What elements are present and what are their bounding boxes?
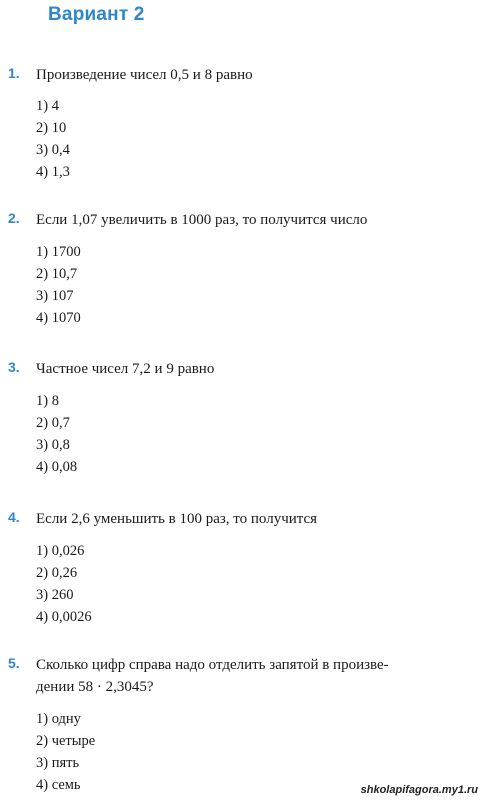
answer-option[interactable]: 3) 107 bbox=[36, 288, 74, 304]
answer-option[interactable]: 2) 0,26 bbox=[36, 565, 78, 581]
question-number: 5. bbox=[8, 655, 20, 671]
question-number: 3. bbox=[8, 359, 20, 375]
answer-options bbox=[36, 540, 92, 628]
answer-option[interactable]: 4) 1070 bbox=[36, 310, 81, 326]
answer-option[interactable]: 4) 1,3 bbox=[36, 164, 70, 180]
answer-option[interactable]: 1) 0,026 bbox=[36, 543, 85, 559]
answer-option[interactable]: 4) 0,0026 bbox=[36, 609, 92, 625]
answer-option[interactable]: 2) 10 bbox=[36, 120, 67, 136]
answer-option[interactable]: 4) семь bbox=[36, 777, 81, 793]
answer-option[interactable]: 3) пять bbox=[36, 755, 80, 771]
question-text: Произведение чисел 0,5 и 8 равно bbox=[36, 67, 253, 83]
question-number: 4. bbox=[8, 509, 20, 525]
answer-option[interactable]: 2) 10,7 bbox=[36, 266, 78, 282]
answer-option[interactable]: 1) 4 bbox=[36, 98, 59, 114]
question-number: 1. bbox=[8, 65, 20, 81]
answer-option[interactable]: 3) 0,4 bbox=[36, 142, 70, 158]
question-text: Если 1,07 увеличить в 1000 раз, то получится число bbox=[36, 212, 368, 228]
answer-option[interactable]: 1) 1700 bbox=[36, 244, 81, 260]
answer-options bbox=[36, 390, 77, 478]
page-title: Вариант 2 bbox=[48, 4, 145, 25]
answer-option[interactable]: 2) 0,7 bbox=[36, 415, 70, 431]
question-text-line: Сколько цифр справа надо отделить запятой в произве- bbox=[36, 657, 389, 673]
site-watermark: shkolapifagora.my1.ru bbox=[360, 784, 478, 796]
question-number: 2. bbox=[8, 210, 20, 226]
answer-option[interactable]: 1) 8 bbox=[36, 393, 59, 409]
question-text-line: дении 58 · 2,3045? bbox=[36, 679, 154, 695]
question-text: Частное чисел 7,2 и 9 равно bbox=[36, 361, 215, 377]
answer-option[interactable]: 3) 260 bbox=[36, 587, 74, 603]
answer-options bbox=[36, 241, 81, 329]
answer-option[interactable]: 1) одну bbox=[36, 711, 81, 727]
question-text bbox=[36, 654, 476, 698]
answer-option[interactable]: 3) 0,8 bbox=[36, 437, 70, 453]
answer-option[interactable]: 2) четыре bbox=[36, 733, 96, 749]
answer-options bbox=[36, 95, 70, 183]
answer-option[interactable]: 4) 0,08 bbox=[36, 459, 78, 475]
question-text: Если 2,6 уменьшить в 100 раз, то получится bbox=[36, 511, 318, 527]
answer-options bbox=[36, 708, 95, 796]
